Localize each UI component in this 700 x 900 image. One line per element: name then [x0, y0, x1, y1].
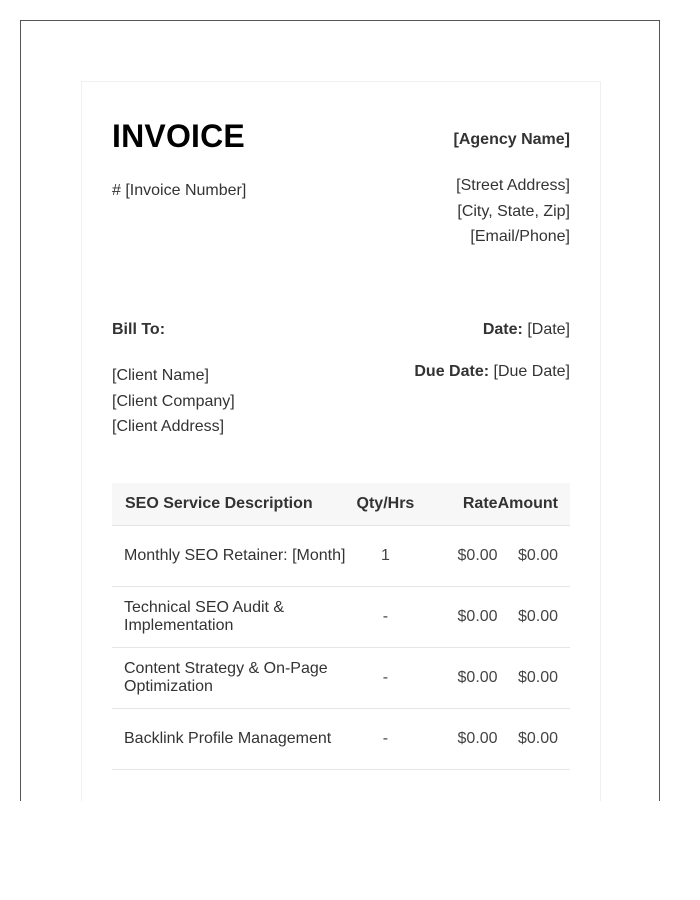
row-amount: $0.00 — [498, 587, 570, 648]
row-qty: - — [351, 587, 421, 648]
services-table — [112, 483, 570, 770]
invoice-number-value: [Invoice Number] — [125, 182, 247, 199]
row-qty: 1 — [351, 526, 421, 587]
table-row — [112, 709, 570, 770]
invoice-date — [483, 321, 570, 339]
agency-city-state-zip: [City, State, Zip] — [457, 202, 570, 220]
invoice-due-date — [414, 363, 570, 381]
row-description: Backlink Profile Management — [112, 709, 351, 770]
header-amount: Amount — [498, 483, 570, 526]
row-description: Technical SEO Audit & Implementation — [112, 587, 351, 648]
client-name: [Client Name] — [112, 367, 209, 384]
row-qty: - — [351, 648, 421, 709]
row-amount: $0.00 — [498, 526, 570, 587]
client-block — [112, 363, 235, 440]
agency-street: [Street Address] — [456, 177, 570, 194]
invoice-number-prefix: # — [112, 182, 121, 199]
table-row — [112, 648, 570, 709]
header-description: SEO Service Description — [112, 483, 351, 526]
bill-to-label: Bill To: — [112, 321, 166, 338]
row-rate: $0.00 — [420, 587, 497, 648]
row-amount: $0.00 — [498, 709, 570, 770]
due-date-label: Due Date: — [414, 363, 490, 380]
row-qty: - — [351, 709, 421, 770]
invoice-number — [112, 182, 246, 200]
row-rate: $0.00 — [420, 526, 497, 587]
client-address: [Client Address] — [112, 418, 225, 435]
row-description: Content Strategy & On-Page Optimization — [112, 648, 351, 709]
table-row — [112, 526, 570, 587]
invoice-title: INVOICE — [112, 118, 245, 154]
agency-name: [Agency Name] — [453, 131, 570, 148]
agency-contact: [Email/Phone] — [470, 228, 570, 245]
header-qty: Qty/Hrs — [351, 483, 421, 526]
client-company: [Client Company] — [112, 392, 235, 410]
header-rate: Rate — [420, 483, 497, 526]
row-rate: $0.00 — [420, 648, 497, 709]
table-row — [112, 587, 570, 648]
table-header-row — [112, 483, 570, 526]
row-description: Monthly SEO Retainer: [Month] — [112, 526, 351, 587]
agency-address — [456, 173, 570, 250]
due-date-value: [Due Date] — [493, 363, 570, 380]
date-label: Date: — [482, 321, 523, 338]
row-rate: $0.00 — [420, 709, 497, 770]
row-amount: $0.00 — [498, 648, 570, 709]
date-value: [Date] — [527, 321, 570, 338]
